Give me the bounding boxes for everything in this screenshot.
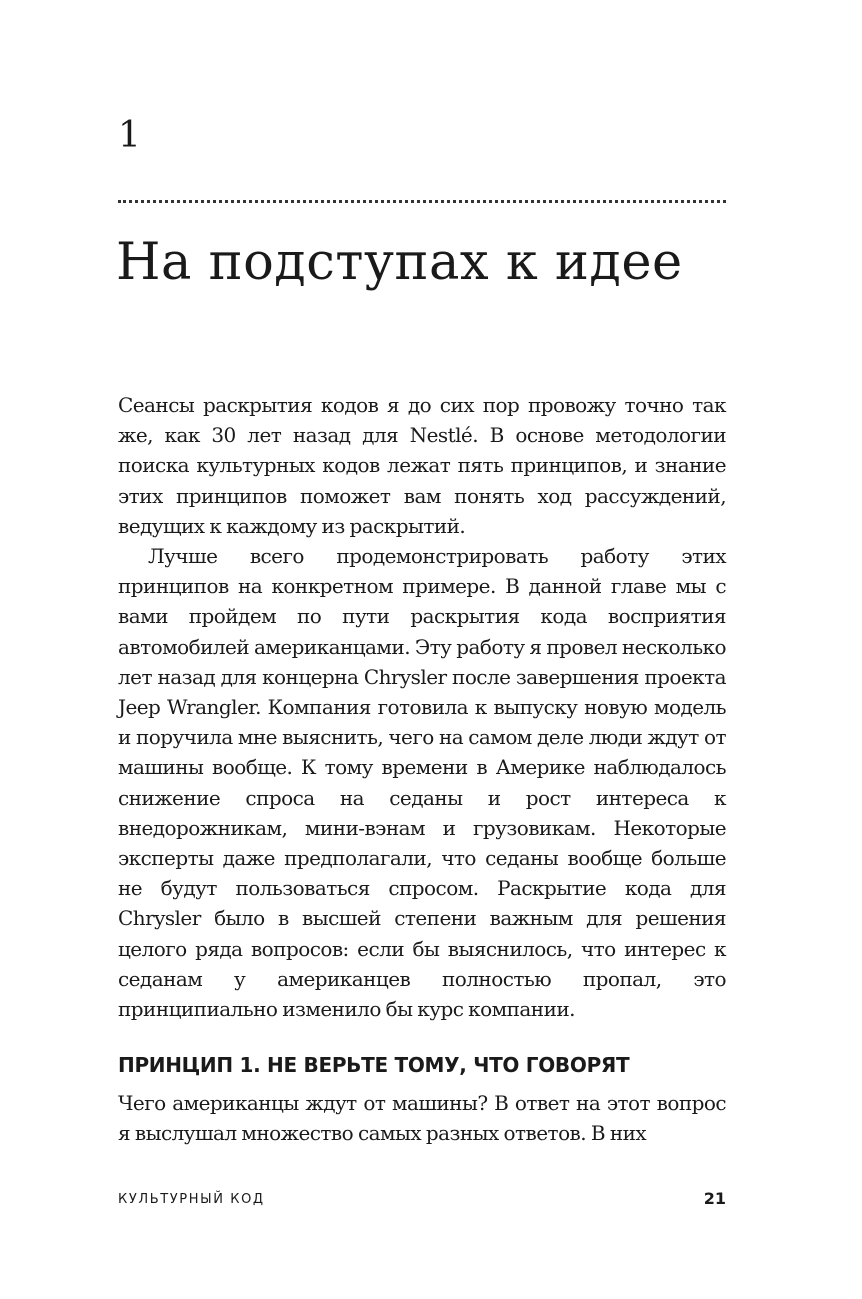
chapter-title: На подступах к идее [116, 233, 683, 292]
section-heading: ПРИНЦИП 1. НЕ ВЕРЬТЕ ТОМУ, ЧТО ГОВОРЯТ [118, 1053, 630, 1077]
page-number: 21 [703, 1189, 726, 1208]
running-footer-book-title: КУЛЬТУРНЫЙ КОД [118, 1192, 265, 1207]
paragraph-chrysler: Лучше всего продемонстрировать работу этих принципов на конкретном примере. В данной главе мы с вами пройдем по пути раскрытия кода восприятия автомобилей американцами. Эту работу я провел несколько лет назад для концерна Chrysler после завершения проекта Jeep Wrangler. Компания готовила к выпуску новую модель и поручила мне выяснить, чего на самом деле люди ждут от машины вообще. К тому времени в Америке наблюдалось снижение спроса на седаны и рост интереса к внедорожникам, мини-вэнам и грузовикам. Некоторые эксперты даже предполагали, что седаны вообще больше не будут пользоваться спросом. Раскрытие кода для Chrysler было в высшей степени важным для решения целого ряда вопросов: если бы выяснилось, что интерес к седанам у американцев полностью пропал, это принципиально изменило бы курс компании. [118, 544, 726, 1022]
paragraph-intro: Сеансы раскрытия кодов я до сих пор провожу точно так же, как 30 лет назад для Nestlé. В основе методологии поиска культурных кодов лежат пять принципов, и знание этих принципов поможет вам понять ход рассуждений, ведущих к каждому из раскрытий. [118, 393, 726, 538]
dotted-divider [118, 200, 726, 203]
chapter-number: 1 [118, 115, 141, 156]
paragraph-principle-1: Чего американцы ждут от машины? В ответ на этот вопрос я выслушал множество самых разных ответов. В них [118, 1091, 726, 1146]
